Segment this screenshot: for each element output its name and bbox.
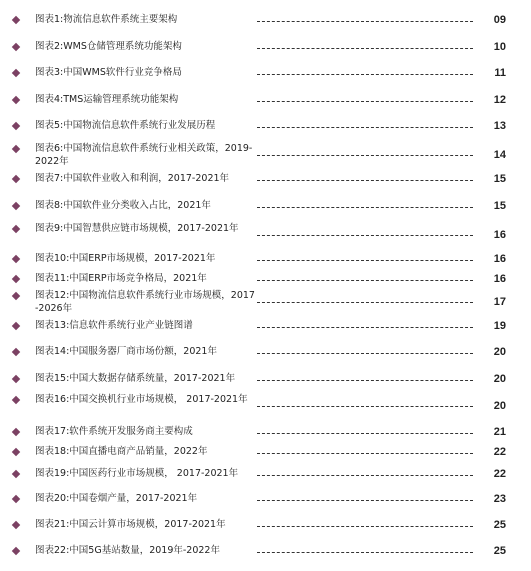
diamond-bullet-icon <box>12 145 20 153</box>
diamond-bullet-icon <box>12 175 20 183</box>
toc-entry[interactable] <box>0 346 531 360</box>
toc-entry[interactable] <box>0 446 531 460</box>
toc-entry-page-number: 13 <box>493 120 506 132</box>
diamond-bullet-icon <box>12 16 20 24</box>
toc-entry[interactable] <box>0 290 531 316</box>
toc-entry-page-number: 25 <box>493 545 506 557</box>
toc-entry-page-number: 15 <box>493 173 506 185</box>
toc-entry-page-number: 09 <box>493 14 506 26</box>
toc-entry[interactable] <box>0 120 531 134</box>
dotted-leader <box>257 235 473 236</box>
diamond-bullet-icon <box>12 122 20 130</box>
diamond-bullet-icon <box>12 448 20 456</box>
diamond-bullet-icon <box>12 275 20 283</box>
toc-entry[interactable] <box>0 143 531 169</box>
diamond-bullet-icon <box>12 396 20 404</box>
diamond-bullet-icon <box>12 375 20 383</box>
toc-entry-page-number: 10 <box>493 41 506 53</box>
toc-entry[interactable] <box>0 173 531 187</box>
dotted-leader <box>257 526 473 527</box>
dotted-leader <box>257 280 473 281</box>
toc-entry[interactable] <box>0 67 531 81</box>
diamond-bullet-icon <box>12 255 20 263</box>
diamond-bullet-icon <box>12 348 20 356</box>
toc-entry-page-number: 22 <box>493 446 506 458</box>
dotted-leader <box>257 475 473 476</box>
toc-entry[interactable] <box>0 545 531 559</box>
toc-entry-title: 图表1:物流信息软件系统主要架构 <box>35 14 178 25</box>
toc-entry[interactable] <box>0 320 531 334</box>
toc-entry-page-number: 20 <box>493 373 506 385</box>
toc-entry[interactable] <box>0 223 531 249</box>
toc-entry-title: 图表5:中国物流信息软件系统行业发展历程 <box>35 120 216 131</box>
dotted-leader <box>257 74 473 75</box>
toc-entry[interactable] <box>0 394 531 420</box>
toc-entry-page-number: 20 <box>493 346 506 358</box>
toc-entry-title: 图表11:中国ERP市场竞争格局，2021年 <box>35 273 207 284</box>
dotted-leader <box>257 327 473 328</box>
toc-entry-title: 图表2:WMS仓储管理系统功能架构 <box>35 41 182 52</box>
toc-entry-title: 图表18:中国直播电商产品销量，2022年 <box>35 446 208 457</box>
toc-entry-title: 图表6:中国物流信息软件系统行业相关政策，2019-2022年 <box>35 143 253 167</box>
toc-entry-title: 图表10:中国ERP市场规模，2017-2021年 <box>35 253 216 264</box>
dotted-leader <box>257 127 473 128</box>
dotted-leader <box>257 101 473 102</box>
toc-entry[interactable] <box>0 200 531 214</box>
toc-entry[interactable] <box>0 519 531 533</box>
toc-entry-title: 图表16:中国交换机行业市场规模， 2017-2021年 <box>35 394 248 405</box>
toc-entry[interactable] <box>0 373 531 387</box>
diamond-bullet-icon <box>12 69 20 77</box>
toc-entry[interactable] <box>0 14 531 28</box>
diamond-bullet-icon <box>12 470 20 478</box>
dotted-leader <box>257 406 473 407</box>
dotted-leader <box>257 500 473 501</box>
toc-entry[interactable] <box>0 426 531 440</box>
toc-entry-page-number: 23 <box>493 493 506 505</box>
toc-entry-title: 图表14:中国服务器厂商市场份额，2021年 <box>35 346 217 357</box>
toc-entry-page-number: 16 <box>493 253 506 265</box>
toc-entry[interactable] <box>0 41 531 55</box>
toc-entry[interactable] <box>0 94 531 108</box>
toc-entry-title: 图表7:中国软件业收入和利润，2017-2021年 <box>35 173 230 184</box>
diamond-bullet-icon <box>12 225 20 233</box>
toc-entry-page-number: 12 <box>493 94 506 106</box>
toc-entry-title: 图表20:中国卷烟产量，2017-2021年 <box>35 493 198 504</box>
toc-entry-page-number: 25 <box>493 519 506 531</box>
toc-entry-title: 图表8:中国软件业分类收入占比，2021年 <box>35 200 211 211</box>
dotted-leader <box>257 453 473 454</box>
toc-entry-title: 图表13:信息软件系统行业产业链图谱 <box>35 320 193 331</box>
dotted-leader <box>257 552 473 553</box>
diamond-bullet-icon <box>12 428 20 436</box>
dotted-leader <box>257 155 473 156</box>
toc-entry-page-number: 20 <box>493 400 506 412</box>
diamond-bullet-icon <box>12 495 20 503</box>
toc-entry-page-number: 11 <box>494 67 506 79</box>
toc-entry-page-number: 21 <box>493 426 506 438</box>
toc-entry[interactable] <box>0 493 531 507</box>
toc-entry-page-number: 22 <box>493 468 506 480</box>
toc-entry-page-number: 19 <box>493 320 506 332</box>
diamond-bullet-icon <box>12 547 20 555</box>
dotted-leader <box>257 21 473 22</box>
toc-entry-title: 图表9:中国智慧供应链市场规模，2017-2021年 <box>35 223 239 234</box>
toc-entry-title: 图表19:中国医药行业市场规模， 2017-2021年 <box>35 468 239 479</box>
toc-entry-page-number: 17 <box>493 296 506 308</box>
dotted-leader <box>257 207 473 208</box>
toc-entry-page-number: 16 <box>493 273 506 285</box>
diamond-bullet-icon <box>12 202 20 210</box>
toc-entry[interactable] <box>0 253 531 267</box>
diamond-bullet-icon <box>12 521 20 529</box>
dotted-leader <box>257 302 473 303</box>
dotted-leader <box>257 433 473 434</box>
diamond-bullet-icon <box>12 292 20 300</box>
toc-entry-title: 图表21:中国云计算市场规模，2017-2021年 <box>35 519 226 530</box>
diamond-bullet-icon <box>12 96 20 104</box>
toc-entry-page-number: 16 <box>493 229 506 241</box>
toc-entry-page-number: 14 <box>493 149 506 161</box>
toc-entry-title: 图表22:中国5G基站数量，2019年-2022年 <box>35 545 220 556</box>
diamond-bullet-icon <box>12 43 20 51</box>
toc-entry[interactable] <box>0 468 531 482</box>
toc-entry-title: 图表12:中国物流信息软件系统行业市场规模，2017-2026年 <box>35 290 255 314</box>
dotted-leader <box>257 180 473 181</box>
toc-entry-title: 图表17:软件系统开发服务商主要构成 <box>35 426 193 437</box>
toc-entry-title: 图表15:中国大数据存储系统量，2017-2021年 <box>35 373 236 384</box>
diamond-bullet-icon <box>12 322 20 330</box>
dotted-leader <box>257 353 473 354</box>
toc-entry[interactable] <box>0 273 531 287</box>
dotted-leader <box>257 48 473 49</box>
toc-entry-page-number: 15 <box>493 200 506 212</box>
dotted-leader <box>257 260 473 261</box>
dotted-leader <box>257 380 473 381</box>
toc-entry-title: 图表3:中国WMS软件行业竞争格局 <box>35 67 182 78</box>
toc-entry-title: 图表4:TMS运输管理系统功能架构 <box>35 94 179 105</box>
